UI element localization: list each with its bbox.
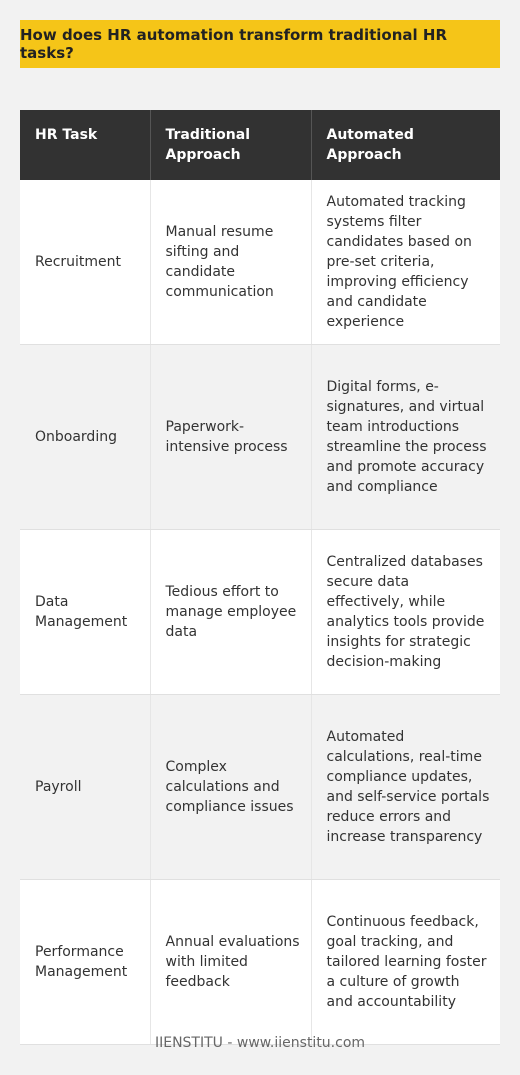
- comparison-table: [20, 110, 500, 1045]
- table-row: [20, 344, 500, 529]
- page-title: [20, 20, 500, 68]
- cell-automated: Continuous feedback, goal tracking, and tailored learning foster a culture of growth and accountability: [311, 879, 500, 1044]
- table-row: [20, 879, 500, 1044]
- header-traditional-approach: Traditional Approach: [150, 110, 311, 180]
- cell-task: Payroll: [20, 694, 150, 879]
- table-row: [20, 180, 500, 344]
- cell-task: Recruitment: [20, 180, 150, 344]
- cell-task: Performance Management: [20, 879, 150, 1044]
- header-automated-approach: Automated Approach: [326, 127, 414, 163]
- table-row: [20, 694, 500, 879]
- header-hr-task: HR Task: [20, 110, 150, 180]
- cell-traditional: Complex calculations and compliance issues: [150, 694, 311, 879]
- cell-traditional: Paperwork-intensive process: [150, 344, 311, 529]
- cell-task: Data Management: [20, 529, 150, 694]
- page-title-text: How does HR automation transform traditional HR tasks?: [20, 26, 448, 62]
- cell-automated: Automated tracking systems filter candidates based on pre-set criteria, improving efficiency and candidate experience: [311, 180, 500, 344]
- cell-task: Onboarding: [20, 344, 150, 529]
- table-row: [20, 529, 500, 694]
- cell-automated: Centralized databases secure data effectively, while analytics tools provide insights for strategic decision-making: [311, 529, 500, 694]
- cell-traditional: Annual evaluations with limited feedback: [150, 879, 311, 1044]
- cell-traditional: Tedious effort to manage employee data: [150, 529, 311, 694]
- table-header: [20, 110, 500, 180]
- cell-automated: Automated calculations, real-time compliance updates, and self-service portals reduce errors and increase transparency: [311, 694, 500, 879]
- cell-automated: Digital forms, e-signatures, and virtual team introductions streamline the process and promote accuracy and compliance: [311, 344, 500, 529]
- footer-credit: IIENSTITU - www.iienstitu.com: [154, 1035, 366, 1051]
- cell-traditional: Manual resume sifting and candidate communication: [150, 180, 311, 344]
